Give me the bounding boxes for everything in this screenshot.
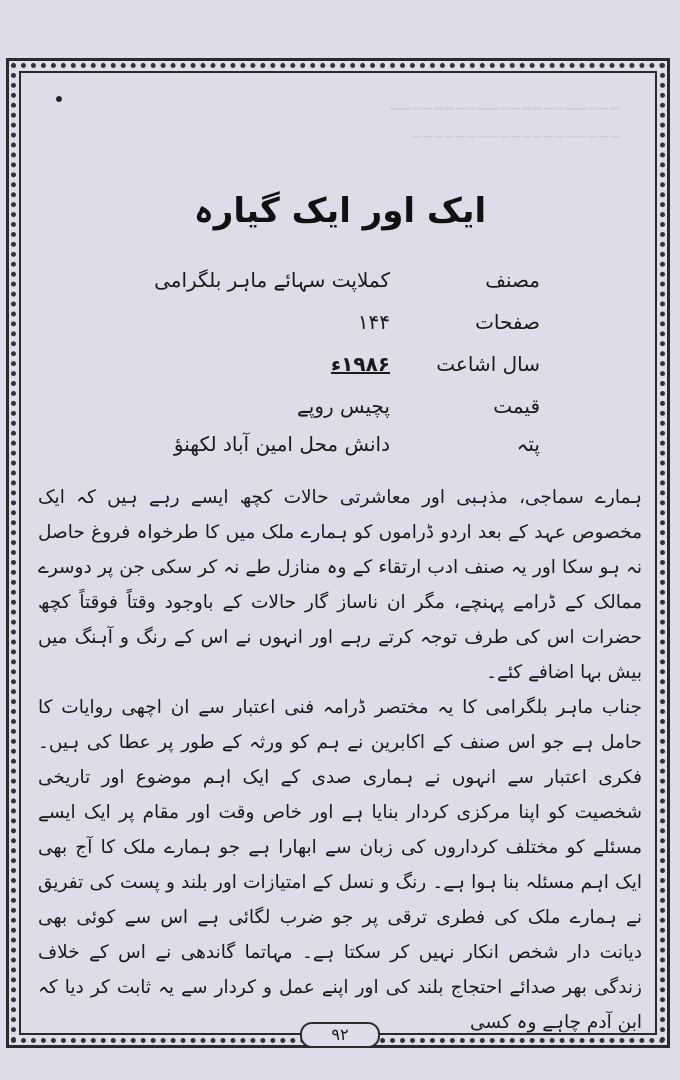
meta-label: پتہ — [516, 432, 540, 456]
meta-value: ۱۹۸۶ء — [330, 352, 390, 376]
paragraph: ہمارے سماجی، مذہبی اور معاشرتی حالات کچھ ایسے رہے ہیں کہ ایک مخصوص عہد کے بعد اردو ڈراموں کو ہمارے ملک میں کا طرخواہ فروغ حاصل نہ ہو سکا اور یہ صنف ادب ارتقاء کے وہ منازل طے نہ کر سکی جن پر دوسرے ممالک کے ڈرامے پہنچے، مگر ان ناساز گار حالات کے باوجود وقتاً فوقتاً کچھ حضرات اس کی طرف توجہ کرتے رہے اور انہوں نے اس کے رنگ و آہنگ میں بیش بہا اضافے کئے۔ — [38, 487, 642, 683]
meta-label: صفحات — [475, 310, 540, 334]
meta-row-address — [60, 432, 540, 472]
page-title: ایک اور ایک گیارہ — [193, 191, 487, 231]
meta-value: پچیس روپے — [297, 394, 390, 418]
meta-label: قیمت — [493, 394, 540, 418]
meta-row-year — [60, 352, 540, 392]
paragraph: جناب ماہر بلگرامی کا یہ مختصر ڈرامہ فنی اعتبار سے ان اچھی روایات کا حامل ہے جو اس صنف کے اکابرین نے ہم کو ورثہ کے طور پر عطا کی ہیں۔ فکری اعتبار سے انہوں نے ہماری صدی کے ایک اہم موضوع اور تاریخی شخصیت کو اپنا مرکزی کردار بنایا ہے اور خاص وقت اور مقام پر ایک ایسے مسئلے کو مختلف کرداروں کی زبان سے ابھارا ہے جو ہمارے ملک کا آج بھی ایک اہم مسئلہ بنا ہوا ہے۔ رنگ و نسل کے امتیازات اور بلند و پست کی تفریق نے ہمارے ملک کی فطری ترقی پر جو ضرب لگائی ہے اس سے کوئی بھی دیانت دار شخص انکار نہیں کر سکتا ہے۔ مہاتما گاندھی نے اس کے خلاف زندگی بھر صدائے احتجاج بلند کی اور اپنے عمل و کردار سے یہ ثابت کر دیا کہ ابن آدم چاہے وہ کسی — [38, 697, 642, 1033]
meta-label: سال اشاعت — [436, 352, 540, 376]
meta-row-pages — [60, 310, 540, 350]
meta-value: دانش محل امین آباد لکھنؤ — [173, 432, 390, 456]
body-text — [38, 480, 642, 1040]
ink-dot — [56, 96, 62, 102]
meta-row-author — [60, 268, 540, 308]
page-number: ۹۲ — [300, 1022, 380, 1048]
meta-value: ۱۴۴ — [357, 310, 390, 334]
meta-label: مصنف — [485, 268, 540, 292]
bleed-through-texture: ––––––––––––––––––––– ––––––––––––––––––– — [389, 96, 620, 149]
meta-row-price — [60, 394, 540, 434]
meta-value: کملاپت سہائے ماہر بلگرامی — [154, 268, 390, 292]
